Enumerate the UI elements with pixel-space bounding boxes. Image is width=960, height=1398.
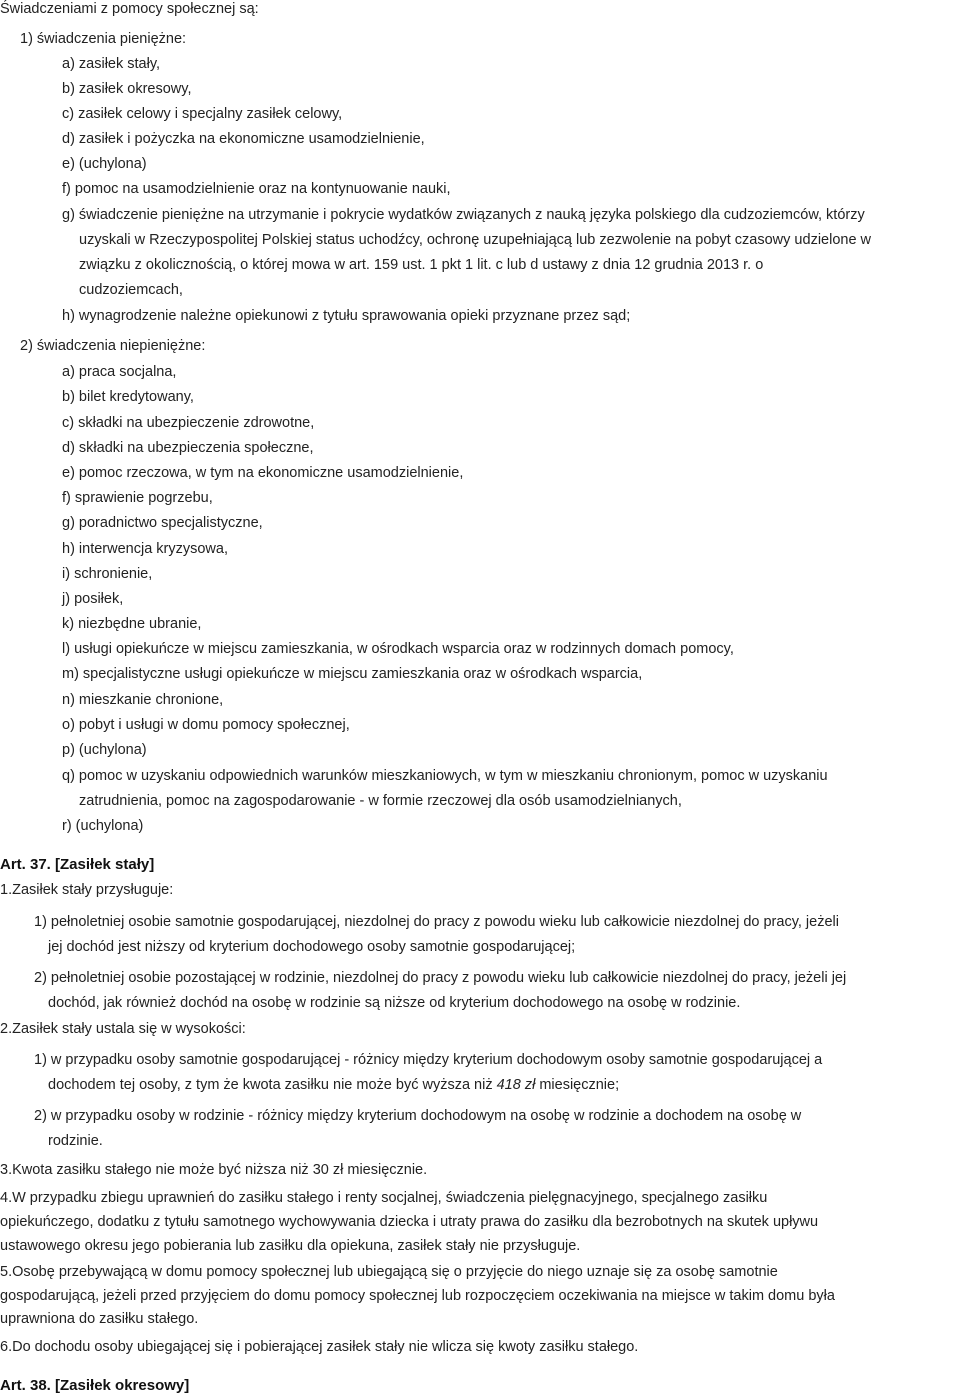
list-item: f) sprawienie pogrzebu, xyxy=(62,490,213,506)
paragraph-continuation: gospodarującą, jeżeli przed przyjęciem do domu pomocy społecznej lub rozpoczęciem oczekiwania na miejsce w takim domu była xyxy=(0,1288,835,1304)
list-item: e) pomoc rzeczowa, w tym na ekonomiczne usamodzielnienie, xyxy=(62,465,464,481)
list-item-continuation: uzyskali w Rzeczypospolitej Polskiej status uchodźcy, ochronę uzupełniającą lub zezwolenie na pobyt czasowy udzielone w xyxy=(79,232,872,248)
list-item: o) pobyt i usługi w domu pomocy społecznej, xyxy=(62,717,350,733)
paragraph: 1.Zasiłek stały przysługuje: xyxy=(0,882,174,898)
list-item: h) wynagrodzenie należne opiekunowi z tytułu sprawowania opieki przyznane przez sąd; xyxy=(62,308,631,324)
list-item: j) posiłek, xyxy=(62,591,124,607)
list-item: c) zasiłek celowy i specjalny zasiłek celowy, xyxy=(62,106,343,122)
list-item: a) praca socjalna, xyxy=(62,364,177,380)
paragraph-point: 2) pełnoletniej osobie pozostającej w rodzinie, niezdolnej do pracy z powodu wieku lub całkowicie niezdolnej do pracy, jeżeli jej xyxy=(34,970,847,986)
paragraph-continuation: uprawniona do zasiłku stałego. xyxy=(0,1311,199,1327)
list-item: d) zasiłek i pożyczka na ekonomiczne usamodzielnienie, xyxy=(62,131,425,147)
list-item: f) pomoc na usamodzielnienie oraz na kontynuowanie nauki, xyxy=(62,181,451,197)
list-item: m) specjalistyczne usługi opiekuńcze w miejscu zamieszkania oraz w ośrodkach wsparcia, xyxy=(62,666,643,682)
section-2-heading: 2) świadczenia niepieniężne: xyxy=(20,338,206,354)
paragraph: 3.Kwota zasiłku stałego nie może być niższa niż 30 zł miesięcznie. xyxy=(0,1162,428,1178)
paragraph: 4.W przypadku zbiegu uprawnień do zasiłku stałego i renty socjalnej, świadczenia pielęgnacyjnego, specjalnego zasiłku xyxy=(0,1190,768,1206)
paragraph-point-continuation xyxy=(48,1073,619,1098)
list-item: c) składki na ubezpieczenie zdrowotne, xyxy=(62,415,315,431)
paragraph-point: 2) w przypadku osoby w rodzinie - różnicy między kryterium dochodowym na osobę w rodzinie a dochodem na osobę w xyxy=(34,1108,802,1124)
list-item: e) (uchylona) xyxy=(62,156,147,172)
list-item: k) niezbędne ubranie, xyxy=(62,616,202,632)
list-item: h) interwencja kryzysowa, xyxy=(62,541,228,557)
paragraph: 5.Osobę przebywającą w domu pomocy społecznej lub ubiegającą się o przyjęcie do niego uznaje się za osobę samotnie xyxy=(0,1264,778,1280)
paragraph-point-continuation: dochód, jak również dochód na osobę w rodzinie są niższe od kryterium dochodowego na osobę w rodzinie. xyxy=(48,995,741,1011)
paragraph-point-continuation: jej dochód jest niższy od kryterium dochodowego osoby samotnie gospodarującej; xyxy=(48,939,576,955)
section-1-heading: 1) świadczenia pieniężne: xyxy=(20,31,187,47)
intro-text: Świadczeniami z pomocy społecznej są: xyxy=(0,1,259,17)
list-item-continuation: cudzoziemcach, xyxy=(79,282,183,298)
paragraph: 6.Do dochodu osoby ubiegającej się i pobierającej zasiłek stały nie wlicza się kwoty zasiłku stałego. xyxy=(0,1339,639,1355)
paragraph-continuation: opiekuńczego, dodatku z tytułu samotnego wychowywania dziecka i utraty prawa do zasiłku dla bezrobotnych na skutek upływu xyxy=(0,1214,819,1230)
list-item: g) poradnictwo specjalistyczne, xyxy=(62,515,263,531)
list-item: b) zasiłek okresowy, xyxy=(62,81,192,97)
list-item: r) (uchylona) xyxy=(62,818,144,834)
paragraph-point-continuation: rodzinie. xyxy=(48,1133,103,1149)
paragraph-point: 1) w przypadku osoby samotnie gospodarującej - różnicy między kryterium dochodowym osoby samotnie gospodarującej a xyxy=(34,1052,823,1068)
amount-text: 418 zł xyxy=(496,1077,536,1093)
list-item: d) składki na ubezpieczenia społeczne, xyxy=(62,440,314,456)
list-item: b) bilet kredytowany, xyxy=(62,389,194,405)
article-37-heading: Art. 37. [Zasiłek stały] xyxy=(0,856,155,873)
text-segment: miesięcznie; xyxy=(535,1077,620,1093)
list-item: i) schronienie, xyxy=(62,566,153,582)
paragraph-continuation: ustawowego okresu jego pobierania lub zasiłku dla opiekuna, zasiłek stały nie przysługuje. xyxy=(0,1238,581,1254)
paragraph: 2.Zasiłek stały ustala się w wysokości: xyxy=(0,1021,246,1037)
list-item: q) pomoc w uzyskaniu odpowiednich warunków mieszkaniowych, w tym w mieszkaniu chronionym, pomoc w uzyskaniu xyxy=(62,768,828,784)
list-item: l) usługi opiekuńcze w miejscu zamieszkania, w ośrodkach wsparcia oraz w rodzinnych domach pomocy, xyxy=(62,641,734,657)
list-item: n) mieszkanie chronione, xyxy=(62,692,224,708)
article-38-heading: Art. 38. [Zasiłek okresowy] xyxy=(0,1377,190,1394)
list-item-continuation: zatrudnienia, pomoc na zagospodarowanie - w formie rzeczowej dla osób usamodzielnianych, xyxy=(79,793,682,809)
list-item-continuation: związku z okolicznością, o której mowa w art. 159 ust. 1 pkt 1 lit. c lub d ustawy z dnia 12 grudnia 2013 r. o xyxy=(79,257,764,273)
paragraph-point: 1) pełnoletniej osobie samotnie gospodarującej, niezdolnej do pracy z powodu wieku lub całkowicie niezdolnej do pracy, jeżeli xyxy=(34,914,839,930)
list-item: g) świadczenie pieniężne na utrzymanie i pokrycie wydatków związanych z nauką języka polskiego dla cudzoziemców, którzy xyxy=(62,207,865,223)
list-item: a) zasiłek stały, xyxy=(62,56,161,72)
text-segment: dochodem tej osoby, z tym że kwota zasiłku nie może być wyższa niż xyxy=(48,1077,497,1093)
list-item: p) (uchylona) xyxy=(62,742,147,758)
